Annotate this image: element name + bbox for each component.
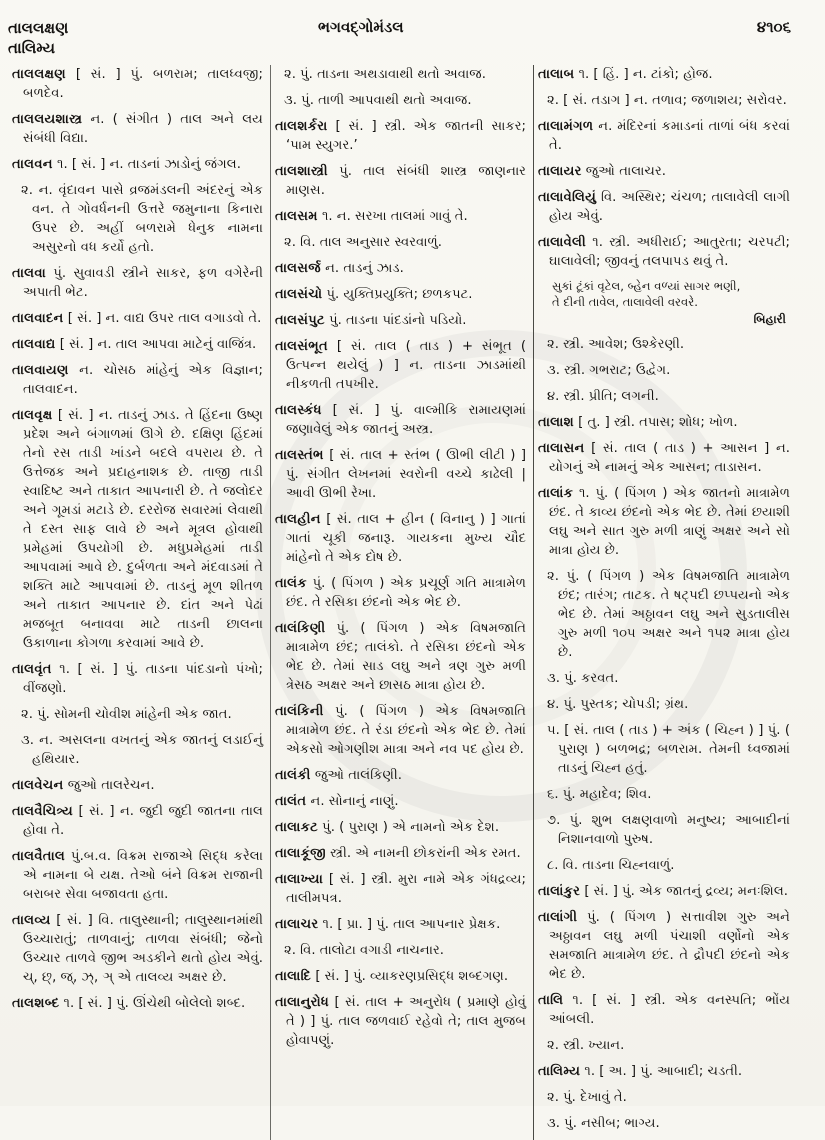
entry-text: ૩. ન. અસલના વખતનું એક જાતનું લડાઈનું હથિયાર.: [21, 732, 263, 767]
entry-text: ૩. સ્ત્રી. ગભરાટ; ઉદ્વેગ.: [547, 362, 671, 378]
headword: તાલસંભૂત: [275, 338, 328, 354]
dictionary-entry: [12, 110, 263, 148]
headword: તાલસંપુટ: [275, 312, 325, 328]
dictionary-entry: [275, 619, 526, 695]
headword: તાલશબ્દ: [12, 995, 60, 1011]
sense-paragraph: [284, 65, 526, 84]
headword: તાલિમ્ય: [538, 1063, 581, 1079]
headword: તાલાકૂંજી: [275, 845, 326, 861]
entry-text: [ સં. ] પું. વાલ્મીકિ રામાયણમાં જણાવેલું એક જાતનું અસ્ત્ર.: [286, 402, 526, 437]
dictionary-entry: [538, 117, 790, 155]
sense-paragraph: [547, 811, 790, 849]
entry-text: પું. ( પુરાણ ) એ નામનો એક દેશ.: [322, 819, 500, 835]
entry-text: ૧. [ પ્રા. ] પું. તાલ આપનાર પ્રેક્ષક.: [322, 916, 501, 932]
dictionary-entry: [12, 309, 263, 328]
entry-text: [ સં. ] સ્ત્રી. એક જાતની સાકર; ‘પામ સ્યુગર.’: [286, 118, 526, 153]
entry-text: જુઓ તાલંકિણી.: [314, 767, 402, 783]
dictionary-entry: [12, 660, 263, 698]
headword: તાલસ્કંધ: [275, 402, 322, 418]
entry-text: પું. તાડના પાંદડાંનો પડિયો.: [329, 312, 467, 328]
sense-paragraph: [547, 567, 790, 662]
dictionary-entry: [538, 188, 790, 226]
headword: તાલસ્તંભ: [275, 447, 324, 463]
dictionary-entry: [538, 162, 790, 181]
dictionary-entry: [275, 337, 526, 394]
entry-text: ૧. પું. ( પિંગળ ) એક જાતનો માત્રામેળ છંદ. તે કાવ્ય છંદનો એક ભેદ છે. તેમાં છયાશી લઘુ અને સાત ગુરુ મળી ત્રાણું અક્ષર અને સો માત્રા હોય છે.: [549, 485, 791, 558]
entry-text: ન. ( સંગીત ) તાલ અને લય સંબંધી વિદ્યા.: [23, 111, 263, 146]
dictionary-entry: [275, 870, 526, 908]
headword: તાલવેચન: [12, 777, 64, 793]
headword: તાલશાસ્ત્રી: [275, 163, 328, 179]
entry-text: ૬. પું. મહાદેવ; શિવ.: [547, 786, 652, 802]
headword: તાલાચર: [275, 916, 319, 932]
sense-paragraph: [547, 1088, 790, 1107]
headword: તાલંકિણી: [275, 620, 326, 636]
dictionary-entry: [12, 361, 263, 399]
entry-text: [ સં. તાલ ( તાડ ) + સંભૂત ( ઉત્પન્ન થયેલું ) ] ન. તાડના ઝાડમાંથી નીકળતી તપખીર.: [286, 338, 526, 392]
book-title: ભગવદ્ગોમંડલ: [318, 18, 404, 36]
entry-text: ૨. પું. ( પિંગળ ) એક વિષમજાતિ માત્રામેળ છંદ; તારંગ; તાટક. તે ષટ્પદી છપ્પયનો એક ભેદ છે. તેમાં અઠ્ઠાવન લઘુ અને સુડતાલીસ ગુરુ મળી ૧૦૫ અક્ષર અને ૧૫૨ માત્રા હોય છે.: [547, 568, 790, 660]
headword: તાલાયર: [538, 163, 582, 179]
entry-text: ન. મંદિરનાં કમાડનાં તાળાં બંધ કરવાં તે.: [549, 118, 790, 153]
dictionary-entry: [12, 155, 263, 174]
dictionary-entry: [12, 802, 263, 840]
dictionary-entry: [12, 847, 263, 904]
headword: તાલિ: [538, 992, 564, 1008]
headword: તાલંકિની: [275, 703, 324, 719]
sense-paragraph: [21, 181, 263, 257]
headword: તાલાંક: [538, 485, 574, 501]
entry-text: પું. ( પિંગળ ) એક વિષમજાતિ માત્રામેળ છંદ; તાલંકો. તે રસિકા છંદનો એક ભેદ છે. તેમાં સાડ લઘુ અને ત્રણ ગુરુ મળી ત્રેસઠ અક્ષર અને છાસઠ માત્રા હોય છે.: [286, 620, 526, 693]
entry-text: ૧. [ સં. ] પું. ઊંચેથી બોલેલો શબ્દ.: [63, 995, 246, 1011]
entry-text: ૫. [ સં. તાલ ( તાડ ) + અંક ( ચિહ્ન ) ] પું. ( પુરાણ ) બળભદ્ર; બળરામ. તેમની ધ્વજામાં તાડનું ચિહ્ન હતું.: [547, 722, 790, 776]
entry-text: વિ. અસ્થિર; ચંચળ; તાલાવેલી લાગી હોય એવું.: [549, 189, 790, 224]
sense-paragraph: [284, 233, 526, 252]
sense-paragraph: [284, 941, 526, 960]
dictionary-entry: [275, 117, 526, 155]
headword: તાલવૈચિત્ર્ય: [12, 803, 74, 819]
sense-paragraph: [547, 91, 790, 110]
headword: તાલાખ્યા: [275, 871, 324, 887]
entry-text: પું. ( પિંગળ ) એક વિષમજાતિ માત્રામેળ છંદ. તે રંડા છંદનો એક ભેદ છે. તેમાં એકસો ઓગણીશ માત્રા અને નવ પદ હોય છે.: [286, 703, 527, 757]
entry-text: ૧. [ સં. ] ન. તાડનાં ઝાડોનું જંગલ.: [57, 156, 241, 172]
entry-text: ન. ચોસઠ માંહેનું એક વિજ્ઞાન; તાલવાદન.: [23, 362, 263, 397]
entry-text: ૨. [ સં. તડાગ ] ન. તળાવ; જળાશય; સરોવર.: [547, 92, 787, 108]
entry-text: પું. સુવાવડી સ્ત્રીને સાકર, ફળ વગેરેની અપાતી ભેટ.: [23, 265, 263, 300]
dictionary-entry: [275, 510, 526, 567]
dictionary-entry: [538, 65, 790, 84]
entry-text: ૧. [ હિં. ] ન. ટાંકો; હોજ.: [578, 66, 713, 82]
sense-paragraph: [547, 387, 790, 406]
entry-text: [ સં. ] ન. વાદ્ય ઉપર તાલ વગાડવો તે.: [67, 310, 262, 326]
running-head-catchwords: [8, 18, 278, 59]
dictionary-entry: [12, 911, 263, 987]
dictionary-entry: [538, 484, 790, 560]
headword: તાલાબ: [538, 66, 575, 82]
catchword-top: તાલલક્ષણ: [8, 19, 69, 37]
headword: તાલસર્જ: [275, 260, 321, 276]
dictionary-entry: [538, 991, 790, 1029]
dictionary-entry: [275, 702, 526, 759]
dictionary-entry: [538, 413, 790, 432]
entry-text: ૧. [ સં. ] સ્ત્રી. એક વનસ્પતિ; ભોંય આંબલી.: [549, 992, 790, 1027]
entry-text: ૨. વિ. તાલ અનુસાર સ્વરવાળું.: [284, 234, 442, 250]
headword: તાલાકટ: [275, 819, 318, 835]
entry-text: ૩. પું. તાળી આપવાથી થતો અવાજ.: [284, 92, 472, 108]
sense-paragraph: [547, 1036, 790, 1055]
entry-text: પું. યુક્તિપ્રયુક્તિ; છળકપટ.: [326, 286, 473, 302]
column-2: [271, 65, 534, 1140]
sense-paragraph: [547, 335, 790, 354]
dictionary-entry: [538, 439, 790, 477]
entry-text: ૨. પું. સોમની ચોવીશ માંહેની એક જાત.: [21, 706, 232, 722]
dictionary-entry: [12, 264, 263, 302]
dictionary-entry: [275, 993, 526, 1050]
verse-line: તે દીની તાવેલ, તાલાવેલી વરવરે.: [552, 295, 698, 310]
headword: તાલવ્ય: [12, 912, 51, 928]
dictionary-entry: [538, 1062, 790, 1081]
entry-text: જુઓ તાલરેચન.: [67, 777, 155, 793]
entry-text: ૧. સ્ત્રી. અધીરાઈ; આતુરતા; ચરપટી; ઘાલાવેલી; જીવનું તલપાપડ થવું તે.: [549, 234, 790, 269]
entry-text: ૧. [ સં. ] પું. તાડના પાંદડાનો પંખો; વીંજણો.: [23, 661, 263, 696]
entry-text: ૨. સ્ત્રી. આવેશ; ઉશ્કેરણી.: [547, 336, 685, 352]
page-header: [8, 18, 819, 59]
verse-quote: [552, 278, 790, 328]
entry-text: ૧. [ અ. ] પું. આબાદી; ચડતી.: [584, 1063, 743, 1079]
entry-text: પું. તાલ સંબંધી શાસ્ત્ર જાણનાર માણસ.: [286, 163, 526, 198]
headword: તાલસંચો: [275, 286, 323, 302]
sense-paragraph: [547, 361, 790, 380]
headword: તાલવાદન: [12, 310, 64, 326]
entry-text: ૨. ન. વૃંદાવન પાસે વ્રજમંડલની અંદરનું એક વન. તે ગોવર્ધનની ઉત્તરે જમુનાના કિનારા ઉપર છે. અહીં બળરામે ધેનુક નામના અસુરનો વધ કર્યો હતો.: [21, 182, 263, 255]
entry-text: ન. તાડનું ઝાડ.: [325, 260, 404, 276]
entry-text: ન. સોનાનું નાણું.: [310, 793, 399, 809]
entry-text: સ્ત્રી. એ નામની છોકરાંની એક રમત.: [330, 845, 521, 861]
sense-paragraph: [21, 731, 263, 769]
entry-text: [ સં. ] પું. એક જાતનું દ્રવ્ય; મનઃશિલ.: [584, 883, 788, 899]
entry-text: [ સં. તાલ + અનુરોધ ( પ્રમાણે હોવું તે ) ] પું. તાલ જળવાઈ રહેવો તે; તાલ મુજબ હોવાપણું.: [286, 994, 526, 1048]
headword: તાલાસન: [538, 440, 585, 456]
dictionary-entry: [12, 406, 263, 653]
dictionary-entry: [538, 233, 790, 271]
entry-text: [ સં. ] ન. જુદી જુદી જાતના તાલ હોવા તે.: [23, 803, 263, 838]
headword: તાલામંગળ: [538, 118, 594, 134]
entry-text: [ સં. તાલ + સ્તંભ ( ઊભી લીટી ) ] પું. સંગીત લેખનમાં સ્વરોની વચ્ચે કાઢેલી | આવી ઊભી રેખા.: [286, 447, 526, 501]
headword: તાલવા: [12, 265, 46, 281]
headword: તાલવાયણ: [12, 362, 69, 378]
sense-paragraph: [284, 91, 526, 110]
headword: તાલંકી: [275, 767, 311, 783]
entry-text: જુઓ તાલાચર.: [585, 163, 666, 179]
entry-text: [ તુ. ] સ્ત્રી. તપાસ; શોધ; ખોળ.: [578, 414, 738, 430]
headword: તાલલયશાસ્ત્ર: [12, 111, 83, 127]
entry-text: [ સં. તાલ ( તાડ ) + આસન ] ન. યોગનું એ નામનું એક આસન; તાડાસન.: [549, 440, 790, 475]
headword: તાલવૃક્ષ: [12, 407, 53, 423]
headword: તાલાંગી: [538, 909, 578, 925]
sense-paragraph: [547, 1114, 790, 1133]
headword: તાલાવેલિયું: [538, 189, 597, 205]
entry-text: ૨. વિ. તાલોટા વગાડી નાચનાર.: [284, 942, 444, 958]
entry-text: ૩. પું. કરવત.: [547, 670, 619, 686]
entry-text: ૧. ન. સરખા તાલમાં ગાવું તે.: [321, 208, 468, 224]
headword: તાલવૈતાલ: [12, 848, 66, 864]
headword: તાલાનુરોધ: [275, 994, 330, 1010]
entry-text: ૩. પું. નસીબ; ભાગ્ય.: [547, 1115, 660, 1131]
sense-paragraph: [547, 856, 790, 875]
dictionary-entry: [275, 259, 526, 278]
dictionary-entry: [275, 401, 526, 439]
dictionary-entry: [538, 908, 790, 984]
dictionary-entry: [12, 776, 263, 795]
entry-text: ૪. સ્ત્રી. પ્રીતિ; લગની.: [547, 388, 659, 404]
entry-text: [ સં. ] પું. વ્યાકરણપ્રસિદ્ધ શબ્દગણ.: [315, 968, 509, 984]
headword: તાલાદિ: [275, 968, 312, 984]
entry-text: પું. ( પિંગળ ) સત્તાવીશ ગુરુ અને અઠ્ઠાવન લઘુ મળી પંચાશી વર્ણોનો એક સમજાતિ માત્રામેળ છંદ. તે દ્રૌપદી છંદનો એક ભેદ છે.: [549, 909, 790, 982]
sense-paragraph: [547, 669, 790, 688]
verse-line: સુકાં ટૂંકાં વૃટેલ, બ્હેન વળ્યાં સાગર ભણી,: [552, 278, 741, 293]
dictionary-entry: [275, 915, 526, 934]
dictionary-entry: [275, 818, 526, 837]
entry-text: ૨. પું. દેખાવું તે.: [547, 1089, 627, 1105]
entry-text: પું.બ.વ. વિક્રમ રાજાએ સિદ્ધ કરેલા એ નામના બે યક્ષ. તેઓ બંને વિક્રમ રાજાની બરાબર સેવા બજાવતા હતા.: [23, 848, 263, 902]
entry-text: [ સં. ] સ્ત્રી. મુરા નામે એક ગંધદ્રવ્ય; તાલીમપત્ર.: [286, 871, 526, 906]
dictionary-entry: [275, 844, 526, 863]
sense-paragraph: [21, 705, 263, 724]
headword: તાલલક્ષણ: [12, 66, 66, 82]
headword: તાલાવેલી: [538, 234, 586, 250]
dictionary-entry: [275, 967, 526, 986]
headword: તાલાશ: [538, 414, 574, 430]
entry-text: ૨. સ્ત્રી. ખ્યાન.: [547, 1037, 625, 1053]
catchword-bottom: તાલિમ્ય: [8, 39, 56, 58]
dictionary-entry: [275, 207, 526, 226]
entry-text: [ સં. ] ન. તાડનું ઝાડ. તે હિંદના ઉષ્ણ પ્રદેશ અને બંગાળમાં ઊગે છે. દક્ષિણ હિંદમાં તેનો રસ તાડી ખાંડને બદલે વપરાય છે. તે ઉત્તેજક અને પ્રદાહનાશક છે. તાજી તાડી સ્વાદિષ્ટ અને તાકાત આપનારી છે. તે જલોદર અને ગૂમડાં મટાડે છે. દરરોજ સવારમાં લેવાથી તે દસ્ત સાફ લાવે છે અને મૂત્રલ હોવાથી પ્રમેહમાં ઉપયોગી છે. મધુપ્રમેહમાં તાડી આપવામાં આવે છે. દુર્બળતા અને મંદવાડમાં તે શક્તિ માટે આપવામાં છે. તાડનું મૂળ શીતળ અને તાકાત આપનાર છે. દાંત અને પેઢાં મજબૂત બનાવવા માટે તાડની છાલના ઉકાળાના કોગળા કરવામાં આવે છે.: [23, 407, 263, 651]
entry-text: ૭. પું. શુભ લક્ષણવાળો મનુષ્ય; આબાદીનાં નિશાનવાળો પુરુષ.: [547, 812, 790, 847]
headword: તાલવન: [12, 156, 53, 172]
sense-paragraph: [547, 721, 790, 778]
dictionary-entry: [275, 162, 526, 200]
entry-text: ૮. વિ. તાડના ચિહ્નવાળું.: [547, 857, 675, 873]
dictionary-entry: [538, 882, 790, 901]
entry-text: ૨. પું. તાડના અથડાવાથી થતો અવાજ.: [284, 66, 486, 82]
headword: તાલવૃંત: [12, 661, 52, 677]
entry-text: [ સં. ] ન. તાલ આપવા માટેનું વાજિંત્ર.: [59, 336, 257, 352]
dictionary-entry: [275, 792, 526, 811]
page-number: ૪૧૦૬: [756, 18, 791, 36]
dictionary-entry: [275, 574, 526, 612]
headword: તાલંક: [275, 575, 307, 591]
entry-text: પું. ( પિંગળ ) એક પ્રચૂર્ણ ગતિ માત્રામેળ છંદ. તે રસિકા છંદનો એક ભેદ છે.: [286, 575, 526, 610]
sense-paragraph: [547, 695, 790, 714]
entry-text: ૪. પું. પુસ્તક; ચોપડી; ગ્રંથ.: [547, 696, 689, 712]
entry-text: [ સં. તાલ + હીન ( વિનાનુ ) ] ગાતાં ગાતાં ચૂકી જનારૂ. ગાયકના મુખ્ય ચૌદ માંહેનો તે એક દોષ છે.: [286, 511, 526, 565]
dictionary-entry: [275, 446, 526, 503]
column-1: [8, 65, 271, 1140]
sense-paragraph: [547, 785, 790, 804]
entry-text: [ સં. ] પું. બળરામ; તાલધ્વજી; બળદેવ.: [23, 66, 263, 101]
dictionary-entry: [275, 311, 526, 330]
text-columns: [8, 65, 819, 1140]
dictionary-entry: [12, 994, 263, 1013]
headword: તાલંત: [275, 793, 307, 809]
headword: તાલાંકુર: [538, 883, 581, 899]
dictionary-entry: [275, 285, 526, 304]
verse-attribution: બિહારી: [753, 312, 786, 327]
dictionary-entry: [275, 766, 526, 785]
entry-text: [ સં. ] વિ. તાલુસ્થાની; તાલુસ્થાનમાંથી ઉચ્ચારાતું; તાળવાનું; તાળવા સંબંધી; જેનો ઉચ્ચાર તાળવે જીભ અડકીને થતો હોય એવું. ચ્, છ્, જ્, ઝ્, ઞ્ એ તાલવ્ય અક્ષર છે.: [23, 912, 263, 985]
headword: તાલવાદ્ય: [12, 336, 56, 352]
column-3: [534, 65, 797, 1140]
headword: તાલહીન: [275, 511, 321, 527]
dictionary-entry: [12, 65, 263, 103]
headword: તાલશર્કરા: [275, 118, 328, 134]
dictionary-entry: [12, 335, 263, 354]
headword: તાલસમ: [275, 208, 318, 224]
